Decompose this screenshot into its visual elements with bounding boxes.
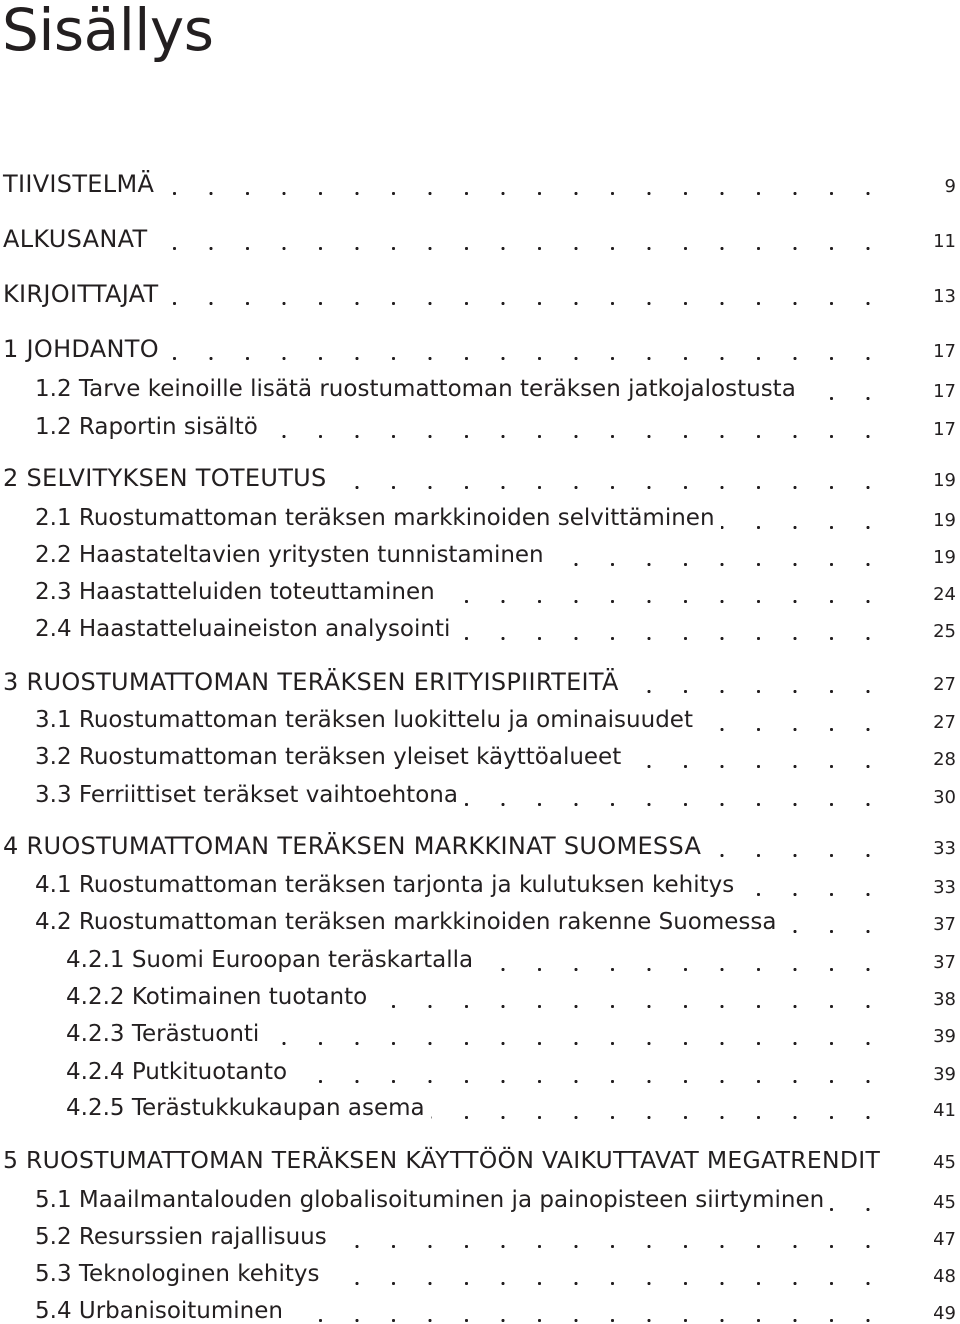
dot-leader — [333, 1245, 903, 1248]
dot-leader — [373, 1005, 903, 1008]
toc-entry-title: 4.2.3 Terästuonti — [66, 1021, 260, 1047]
dot-leader — [441, 600, 903, 603]
page-title: Sisällys — [2, 0, 214, 64]
toc-entry-title: 4.1 Ruostumattoman teräksen tarjonta ja kulutuksen kehitys — [35, 872, 735, 898]
toc-page-number: 37 — [933, 914, 956, 935]
toc-entry[interactable] — [0, 1180, 960, 1212]
toc-entry-title: 3.1 Ruostumattoman teräksen luokittelu ja ominaisuudet — [35, 707, 693, 733]
dot-leader — [830, 1208, 903, 1211]
toc-page-number: 27 — [933, 674, 956, 695]
toc-page-number: 39 — [933, 1064, 956, 1085]
dot-leader — [721, 526, 903, 529]
toc-entry[interactable] — [0, 219, 960, 251]
toc-page-number: 48 — [933, 1266, 956, 1287]
toc-page-number: 19 — [933, 547, 956, 568]
toc-entry-title: 4.2.5 Terästukkukaupan asema — [66, 1095, 425, 1121]
toc-entry[interactable] — [0, 164, 960, 196]
toc-entry-title: 4.2.2 Kotimainen tuotanto — [66, 984, 368, 1010]
toc-page-number: 45 — [933, 1192, 956, 1213]
toc-page-number: 19 — [933, 510, 956, 531]
toc-page-number: 47 — [933, 1229, 956, 1250]
toc-page-number: 37 — [933, 952, 956, 973]
toc-entry-title: 2.1 Ruostumattoman teräksen markkinoiden selvittäminen — [35, 505, 715, 531]
dot-leader — [160, 192, 903, 195]
toc-entry[interactable] — [0, 737, 960, 769]
dot-leader — [802, 397, 903, 400]
toc-entry-title: 1.2 Tarve keinoille lisätä ruostumattoman teräksen jatkojalostusta — [35, 376, 796, 402]
dot-leader — [782, 930, 903, 933]
dot-leader — [264, 435, 903, 438]
toc-entry-title: 5.4 Urbanisoituminen — [35, 1298, 283, 1324]
toc-entry-title: 4.2 Ruostumattoman teräksen markkinoiden rakenne Suomessa — [35, 909, 777, 935]
toc-page-number: 13 — [933, 286, 956, 307]
toc-entry[interactable] — [0, 407, 960, 439]
toc-entry-title: 2.2 Haastateltavien yritysten tunnistaminen — [35, 542, 544, 568]
toc-entry-title: 5.3 Teknologinen kehitys — [35, 1261, 320, 1287]
toc-page-number: 39 — [933, 1026, 956, 1047]
toc-entry-title: 2.3 Haastatteluiden toteuttaminen — [35, 579, 435, 605]
toc-entry[interactable] — [0, 498, 960, 530]
toc-entry-title: 3.2 Ruostumattoman teräksen yleiset käyttöalueet — [35, 744, 622, 770]
toc-page-number: 9 — [944, 176, 956, 197]
dot-leader — [164, 302, 903, 305]
toc-entry[interactable] — [0, 1254, 960, 1286]
toc-entry-title: 4.2.1 Suomi Euroopan teräskartalla — [66, 947, 474, 973]
toc-page-number: 38 — [933, 989, 956, 1010]
toc-entry[interactable] — [0, 572, 960, 604]
toc-entry-title: 1.2 Raportin sisältö — [35, 414, 258, 440]
toc-entry[interactable] — [0, 535, 960, 567]
toc-entry-title: ALKUSANAT — [3, 225, 148, 253]
toc-entry[interactable] — [0, 274, 960, 306]
toc-entry[interactable] — [0, 902, 960, 934]
toc-page-number: 25 — [933, 621, 956, 642]
dot-leader — [699, 728, 903, 731]
toc-entry-title: 5.1 Maailmantalouden globalisoituminen ja painopisteen siirtyminen — [35, 1187, 825, 1213]
toc-page-number: 19 — [933, 470, 956, 491]
dot-leader — [333, 486, 903, 489]
toc-page-number: 17 — [933, 419, 956, 440]
toc-page-number: 30 — [933, 787, 956, 808]
toc-entry-title: 3 RUOSTUMATTOMAN TERÄKSEN ERITYISPIIRTEITÄ — [3, 668, 619, 696]
toc-entry[interactable] — [0, 940, 960, 972]
dot-leader — [289, 1319, 903, 1322]
toc-entry-title: 5.2 Resurssien rajallisuus — [35, 1224, 327, 1250]
toc-entry-title: 4.2.4 Putkituotanto — [66, 1059, 288, 1085]
toc-entry[interactable] — [0, 1217, 960, 1249]
dot-leader — [740, 893, 903, 896]
toc-entry[interactable] — [0, 329, 960, 361]
toc-entry[interactable] — [0, 700, 960, 732]
toc-entry-title: 2.4 Haastatteluaineiston analysointi — [35, 616, 451, 642]
dot-leader — [707, 854, 903, 857]
toc-entry-title: 3.3 Ferriittiset teräkset vaihtoehtona — [35, 782, 458, 808]
toc-entry[interactable] — [0, 1014, 960, 1046]
toc-entry-title: 5 RUOSTUMATTOMAN TERÄKSEN KÄYTTÖÖN VAIKUTTAVAT MEGATRENDIT — [3, 1145, 881, 1174]
toc-page-number: 33 — [933, 877, 956, 898]
toc-page-number: 11 — [933, 231, 956, 252]
toc-entry-title: 2 SELVITYKSEN TOTEUTUS — [3, 464, 327, 492]
toc-entry[interactable] — [0, 458, 960, 490]
toc-page-number: 33 — [933, 838, 956, 859]
toc-entry[interactable] — [0, 977, 960, 1009]
dot-leader — [431, 1116, 903, 1119]
dot-leader — [625, 690, 903, 693]
toc-entry-title: KIRJOITTAJAT — [3, 280, 159, 308]
dot-leader — [479, 968, 903, 971]
toc-entry-title: 1 JOHDANTO — [3, 335, 159, 363]
toc-page-number: 27 — [933, 712, 956, 733]
dot-leader — [165, 357, 903, 360]
dot-leader — [627, 765, 903, 768]
dot-leader — [293, 1080, 903, 1083]
toc-entry[interactable] — [0, 369, 960, 401]
toc-entry[interactable] — [0, 775, 960, 807]
toc-entry[interactable] — [0, 865, 960, 897]
toc-page-number: 17 — [933, 341, 956, 362]
toc-entry[interactable] — [0, 1291, 960, 1323]
toc-page-number: 49 — [933, 1303, 956, 1324]
dot-leader — [325, 1282, 903, 1285]
toc-page-number: 17 — [933, 381, 956, 402]
toc-page-number: 28 — [933, 749, 956, 770]
toc-entry[interactable] — [0, 662, 960, 694]
toc-entry-title: 4 RUOSTUMATTOMAN TERÄKSEN MARKKINAT SUOMESSA — [3, 832, 702, 860]
toc-page-number: 45 — [933, 1152, 956, 1173]
toc-entry-title: TIIVISTELMÄ — [3, 170, 155, 198]
dot-leader — [464, 803, 903, 806]
toc-entry[interactable] — [0, 609, 960, 641]
dot-leader — [153, 247, 903, 250]
toc-entry[interactable] — [0, 1140, 960, 1172]
dot-leader — [550, 563, 903, 566]
dot-leader — [265, 1042, 903, 1045]
dot-leader — [886, 1168, 903, 1171]
dot-leader — [456, 637, 903, 640]
toc-page-number: 24 — [933, 584, 956, 605]
toc-entry[interactable] — [0, 1052, 960, 1084]
toc-page-number: 41 — [933, 1100, 956, 1121]
toc-entry[interactable] — [0, 826, 960, 858]
toc-entry[interactable] — [0, 1088, 960, 1120]
